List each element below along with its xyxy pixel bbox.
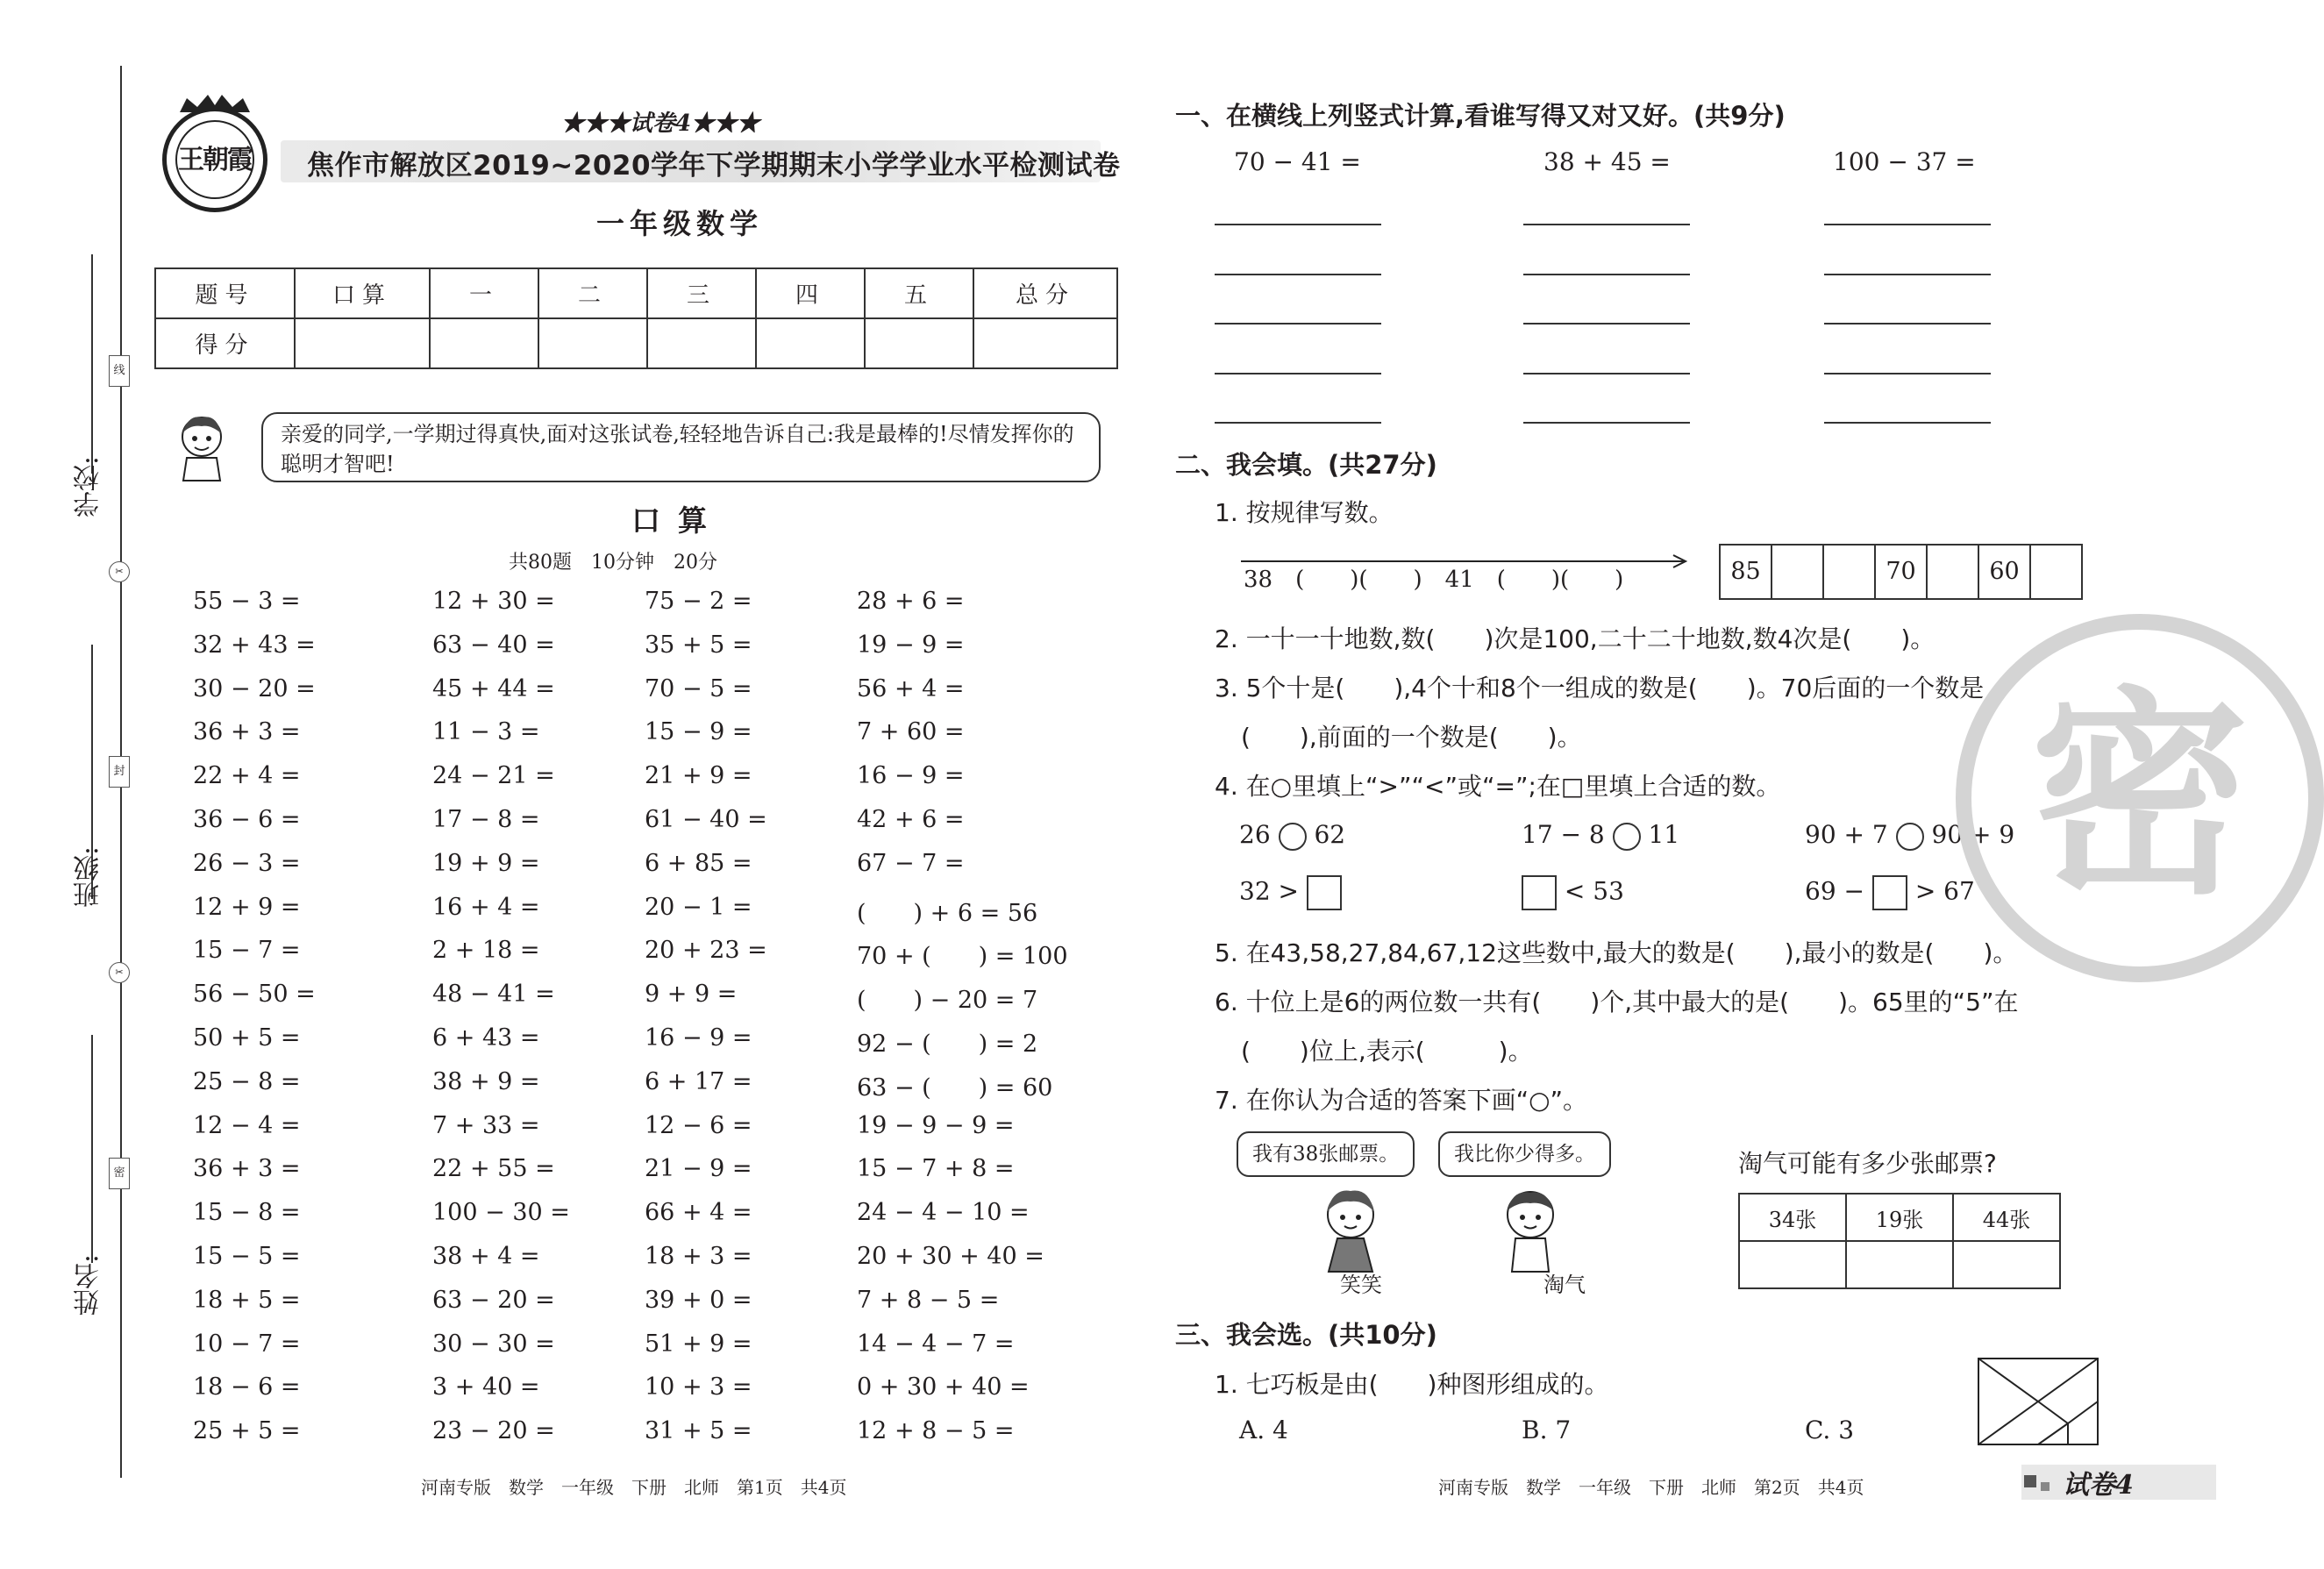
stamp-answer-cell[interactable] xyxy=(1846,1241,1953,1288)
part1-problem: 100 − 37 = xyxy=(1833,147,1976,176)
mental-math-item: 15 − 5 = xyxy=(193,1243,301,1270)
part2-q3a: 3. 5个十是( ),4个十和8个一组成的数是( )。70后面的一个数是 xyxy=(1215,674,1985,702)
sequence-box[interactable] xyxy=(2031,546,2081,598)
answer-line[interactable] xyxy=(1215,274,1381,275)
mental-math-item: 22 + 4 = xyxy=(193,762,301,790)
answer-line[interactable] xyxy=(1824,422,1991,424)
score-row-label: 得分 xyxy=(155,318,295,368)
mental-math-item: 45 + 44 = xyxy=(432,674,555,702)
mental-math-item: 63 − 20 = xyxy=(432,1286,555,1314)
footer-left: 河南专版 数学 一年级 下册 北师 第1页 共4页 xyxy=(421,1477,847,1498)
part2-q5: 5. 在43,58,27,84,67,12这些数中,最大的数是( ),最小的数是( )。 xyxy=(1215,938,2018,967)
mental-math-item: 25 − 8 = xyxy=(193,1067,301,1095)
mental-math-item: 31 + 5 = xyxy=(645,1417,752,1445)
binding-tag-line: 线 xyxy=(109,355,130,387)
score-header-cell: 四 xyxy=(756,268,865,318)
brand-logo xyxy=(162,107,267,212)
compare-left: 17 − 8 xyxy=(1522,820,1605,849)
mental-math-item: 25 + 5 = xyxy=(193,1417,301,1445)
score-table xyxy=(154,267,1118,369)
part1-problem: 38 + 45 = xyxy=(1543,147,1671,176)
compare-right: 90 + 9 xyxy=(1931,820,2015,849)
mental-math-item: 16 + 4 = xyxy=(432,893,540,921)
answer-line[interactable] xyxy=(1824,274,1991,275)
number-line-values: 38 ( )( ) 41 ( )( ) xyxy=(1244,567,1624,593)
compare-right: 62 xyxy=(1314,820,1346,849)
sequence-box[interactable] xyxy=(1772,546,1824,598)
compare-item xyxy=(1239,820,1345,851)
corner-square-icon xyxy=(2024,1475,2036,1487)
compare-left: 26 xyxy=(1239,820,1271,849)
corner-tag: 试卷4 xyxy=(2063,1470,2134,1501)
mental-math-item: 36 − 6 = xyxy=(193,806,301,833)
mental-math-item: 28 + 6 = xyxy=(857,588,965,615)
mental-math-item: 100 − 30 = xyxy=(432,1199,570,1227)
mental-math-item: 39 + 0 = xyxy=(645,1286,752,1314)
compare-circle[interactable] xyxy=(1279,823,1307,851)
part2-q6a: 6. 十位上是6的两位数一共有( )个,其中最大的是( )。65里的“5”在 xyxy=(1215,988,2019,1016)
compare-circle[interactable] xyxy=(1613,823,1641,851)
score-header-cell: 题号 xyxy=(155,268,295,318)
mental-math-item: 16 − 9 = xyxy=(645,1024,752,1052)
character-name: 淘气 xyxy=(1543,1273,1586,1297)
mental-math-item: 19 + 9 = xyxy=(432,849,540,877)
stamp-answer-cell[interactable] xyxy=(1739,1241,1846,1288)
part2-q4: 4. 在○里填上“>”“<”或“=”;在□里填上合适的数。 xyxy=(1215,772,1781,801)
mental-math-item: 63 − 40 = xyxy=(432,631,555,659)
mental-math-item: 20 + 30 + 40 = xyxy=(857,1243,1044,1270)
character-name: 笑笑 xyxy=(1340,1273,1382,1297)
mental-math-item: 51 + 9 = xyxy=(645,1330,752,1358)
mental-math-item: 36 + 3 = xyxy=(193,718,301,746)
mental-math-item: 70 − 5 = xyxy=(645,674,752,702)
score-header-cell: 五 xyxy=(865,268,973,318)
mental-math-item: 15 − 9 = xyxy=(645,718,752,746)
mental-math-item: 42 + 6 = xyxy=(857,806,965,833)
mental-math-item: 21 − 9 = xyxy=(645,1155,752,1183)
mental-math-item: 18 + 3 = xyxy=(645,1243,752,1270)
part2-q7: 7. 在你认为合适的答案下画“○”。 xyxy=(1215,1086,1588,1115)
mental-math-item: 12 + 30 = xyxy=(432,588,555,615)
mental-math-item: ( ) + 6 = 56 xyxy=(857,899,1038,927)
mental-math-item: 0 + 30 + 40 = xyxy=(857,1373,1030,1401)
mental-math-item: 55 − 3 = xyxy=(193,588,301,615)
mental-math-item: 7 + 33 = xyxy=(432,1111,540,1139)
footer-right: 河南专版 数学 一年级 下册 北师 第2页 共4页 xyxy=(1438,1477,1864,1498)
mental-math-item: 36 + 3 = xyxy=(193,1155,301,1183)
mental-math-item: ( ) − 20 = 7 xyxy=(857,987,1038,1015)
part2-q6b: ( )位上,表示( )。 xyxy=(1241,1037,1533,1066)
mental-math-item: 7 + 60 = xyxy=(857,718,965,746)
score-cell[interactable] xyxy=(430,318,538,368)
logo-text: 王朝霞 xyxy=(175,120,254,199)
mental-math-title: 口算 xyxy=(631,503,724,538)
mental-math-item: 50 + 5 = xyxy=(193,1024,301,1052)
mental-math-item: 14 − 4 − 7 = xyxy=(857,1330,1015,1358)
mental-math-item: 17 − 8 = xyxy=(432,806,540,833)
score-value-row xyxy=(155,318,1117,368)
school-label: 学校: xyxy=(74,456,104,518)
compare-left: 90 + 7 xyxy=(1805,820,1888,849)
binding-tag-secret: 密 xyxy=(109,1158,130,1189)
mental-math-item: 12 − 6 = xyxy=(645,1111,752,1139)
mental-math-item: 6 + 17 = xyxy=(645,1067,752,1095)
part3-heading: 三、我会选。(共10分) xyxy=(1175,1320,1437,1350)
mental-math-item: 75 − 2 = xyxy=(645,588,752,615)
mental-math-item: 35 + 5 = xyxy=(645,631,752,659)
fill-item xyxy=(1805,875,1975,910)
subject-title: 一年级数学 xyxy=(596,207,764,240)
mental-math-item: 92 − ( ) = 2 xyxy=(857,1031,1038,1058)
answer-line[interactable] xyxy=(1523,373,1690,374)
mental-math-item: 10 + 3 = xyxy=(645,1373,752,1401)
mental-math-item: 70 + ( ) = 100 xyxy=(857,943,1068,971)
part3-option: B. 7 xyxy=(1522,1416,1572,1444)
mental-math-item: 63 − ( ) = 60 xyxy=(857,1073,1053,1102)
fill-left: 69 − xyxy=(1805,876,1864,906)
part3-q1: 1. 七巧板是由( )种图形组成的。 xyxy=(1215,1370,1609,1399)
mental-math-item: 48 − 41 = xyxy=(432,981,555,1009)
score-header-cell: 三 xyxy=(647,268,756,318)
score-header-cell: 二 xyxy=(538,268,647,318)
fill-item xyxy=(1239,875,1342,910)
mental-math-item: 10 − 7 = xyxy=(193,1330,301,1358)
name-blank[interactable] xyxy=(91,1035,93,1263)
sequence-boxes xyxy=(1719,544,2083,600)
part1-heading: 一、在横线上列竖式计算,看谁写得又对又好。(共9分) xyxy=(1175,101,1786,131)
mental-math-item: 32 + 43 = xyxy=(193,631,316,659)
part3-option: C. 3 xyxy=(1805,1416,1855,1444)
encouragement-bubble: 亲爱的同学,一学期过得真快,面对这张试卷,轻轻地告诉自己:我是最棒的!尽情发挥你的聪明才智吧! xyxy=(261,412,1101,482)
fill-item xyxy=(1522,875,1624,910)
answer-line[interactable] xyxy=(1215,422,1381,424)
answer-line[interactable] xyxy=(1523,323,1690,324)
score-cell[interactable] xyxy=(538,318,647,368)
sequence-box[interactable] xyxy=(1928,546,1979,598)
mental-math-item: 15 − 8 = xyxy=(193,1199,301,1227)
mental-math-item: 12 + 8 − 5 = xyxy=(857,1417,1015,1445)
answer-line[interactable] xyxy=(1824,373,1991,374)
stamp-question: 淘气可能有多少张邮票? xyxy=(1738,1149,1997,1178)
mental-math-item: 21 + 9 = xyxy=(645,762,752,790)
mental-math-item: 56 − 50 = xyxy=(193,981,316,1009)
mental-math-item: 16 − 9 = xyxy=(857,762,965,790)
binding-scissors-icon: ✂ xyxy=(109,561,130,582)
mental-math-item: 6 + 85 = xyxy=(645,849,752,877)
part1-problem: 70 − 41 = xyxy=(1234,147,1361,176)
answer-line[interactable] xyxy=(1215,373,1381,374)
mental-math-item: 24 − 21 = xyxy=(432,762,555,790)
mental-math-item: 3 + 40 = xyxy=(432,1373,540,1401)
mental-math-item: 20 + 23 = xyxy=(645,937,767,965)
school-blank[interactable] xyxy=(91,254,93,474)
stamp-answer-cell[interactable] xyxy=(1953,1241,2060,1288)
score-cell[interactable] xyxy=(865,318,973,368)
student-cartoon-icon xyxy=(171,412,232,482)
tangram-icon xyxy=(1978,1358,2099,1445)
mental-math-item: 11 − 3 = xyxy=(432,718,540,746)
mental-math-item: 9 + 9 = xyxy=(645,981,738,1009)
score-cell[interactable] xyxy=(973,318,1117,368)
mental-math-item: 20 − 1 = xyxy=(645,893,752,921)
answer-line[interactable] xyxy=(1523,224,1690,225)
binding-tag-seal: 封 xyxy=(109,756,130,788)
part2-q2: 2. 一十一十地数,数( )次是100,二十二十地数,数4次是( )。 xyxy=(1215,624,1935,653)
mental-math-item: 30 − 30 = xyxy=(432,1330,555,1358)
compare-right: 11 xyxy=(1648,820,1680,849)
score-header-cell: 口算 xyxy=(295,268,430,318)
score-header-cell: 一 xyxy=(430,268,538,318)
fill-box[interactable] xyxy=(1872,875,1907,910)
mental-math-item: 56 + 4 = xyxy=(857,674,965,702)
mental-math-item: 18 + 5 = xyxy=(193,1286,301,1314)
part2-q1: 1. 按规律写数。 xyxy=(1215,498,1394,527)
mental-math-item: 6 + 43 = xyxy=(432,1024,540,1052)
part2-heading: 二、我会填。(共27分) xyxy=(1175,450,1437,480)
score-cell[interactable] xyxy=(756,318,865,368)
class-label: 班级: xyxy=(74,846,104,909)
mental-math-item: 38 + 9 = xyxy=(432,1067,540,1095)
mental-math-item: 18 − 6 = xyxy=(193,1373,301,1401)
secret-watermark: 密 xyxy=(1956,614,2324,982)
mental-math-item: 12 + 9 = xyxy=(193,893,301,921)
score-header-row xyxy=(155,268,1117,318)
mental-math-item: 66 + 4 = xyxy=(645,1199,752,1227)
binding-scissors-icon: ✂ xyxy=(109,962,130,983)
stamp-options-row xyxy=(1739,1194,2060,1241)
speech-bubble-taoqi: 我比你少得多。 xyxy=(1438,1131,1611,1177)
sequence-box[interactable] xyxy=(1824,546,1876,598)
mental-math-item: 15 − 7 = xyxy=(193,937,301,965)
mental-math-item: 30 − 20 = xyxy=(193,674,316,702)
mental-math-item: 67 − 7 = xyxy=(857,849,965,877)
fill-box[interactable] xyxy=(1522,875,1557,910)
answer-line[interactable] xyxy=(1215,323,1381,324)
answer-line[interactable] xyxy=(1215,224,1381,225)
series-label: ★★★试卷4★★★ xyxy=(561,111,760,137)
sequence-box: 85 xyxy=(1721,546,1772,598)
fill-box[interactable] xyxy=(1307,875,1342,910)
answer-line[interactable] xyxy=(1523,422,1690,424)
mental-math-item: 24 − 4 − 10 = xyxy=(857,1199,1030,1227)
mental-math-item: 19 − 9 = xyxy=(857,631,965,659)
fill-left: 32 > xyxy=(1239,876,1299,906)
stamp-option: 34张 xyxy=(1739,1194,1846,1241)
mental-math-item: 26 − 3 = xyxy=(193,849,301,877)
fill-right: < 53 xyxy=(1564,876,1624,906)
mental-math-item: 38 + 4 = xyxy=(432,1243,540,1270)
mental-math-item: 22 + 55 = xyxy=(432,1155,555,1183)
score-header-cell: 总分 xyxy=(973,268,1117,318)
mental-math-item: 2 + 18 = xyxy=(432,937,540,965)
score-cell[interactable] xyxy=(295,318,430,368)
mental-math-item: 23 − 20 = xyxy=(432,1417,555,1445)
corner-square-icon xyxy=(2041,1482,2050,1491)
mental-math-item: 61 − 40 = xyxy=(645,806,767,833)
compare-item xyxy=(1522,820,1679,851)
part2-q3b: ( ),前面的一个数是( )。 xyxy=(1241,723,1582,752)
speech-bubble-xiaoxiao: 我有38张邮票。 xyxy=(1237,1131,1415,1177)
mental-math-item: 7 + 8 − 5 = xyxy=(857,1286,1000,1314)
mental-math-item: 12 − 4 = xyxy=(193,1111,301,1139)
answer-line[interactable] xyxy=(1824,323,1991,324)
sequence-box: 70 xyxy=(1876,546,1928,598)
answer-line[interactable] xyxy=(1523,274,1690,275)
stamp-option: 44张 xyxy=(1953,1194,2060,1241)
mental-math-item: 15 − 7 + 8 = xyxy=(857,1155,1015,1183)
compare-circle[interactable] xyxy=(1896,823,1924,851)
stamp-option: 19张 xyxy=(1846,1194,1953,1241)
score-cell[interactable] xyxy=(647,318,756,368)
stamp-options-table xyxy=(1738,1193,2061,1289)
mental-math-item: 19 − 9 − 9 = xyxy=(857,1111,1015,1139)
sequence-box: 60 xyxy=(1979,546,2031,598)
answer-line[interactable] xyxy=(1824,224,1991,225)
exam-title: 焦作市解放区2019~2020学年下学期期末小学学业水平检测试卷 xyxy=(307,150,1121,182)
stamp-answer-row xyxy=(1739,1241,2060,1288)
name-label: 姓名: xyxy=(74,1254,104,1316)
part3-option: A. 4 xyxy=(1239,1416,1288,1444)
mental-math-info: 共80题 10分钟 20分 xyxy=(509,552,717,574)
fill-right: > 67 xyxy=(1914,876,1975,906)
